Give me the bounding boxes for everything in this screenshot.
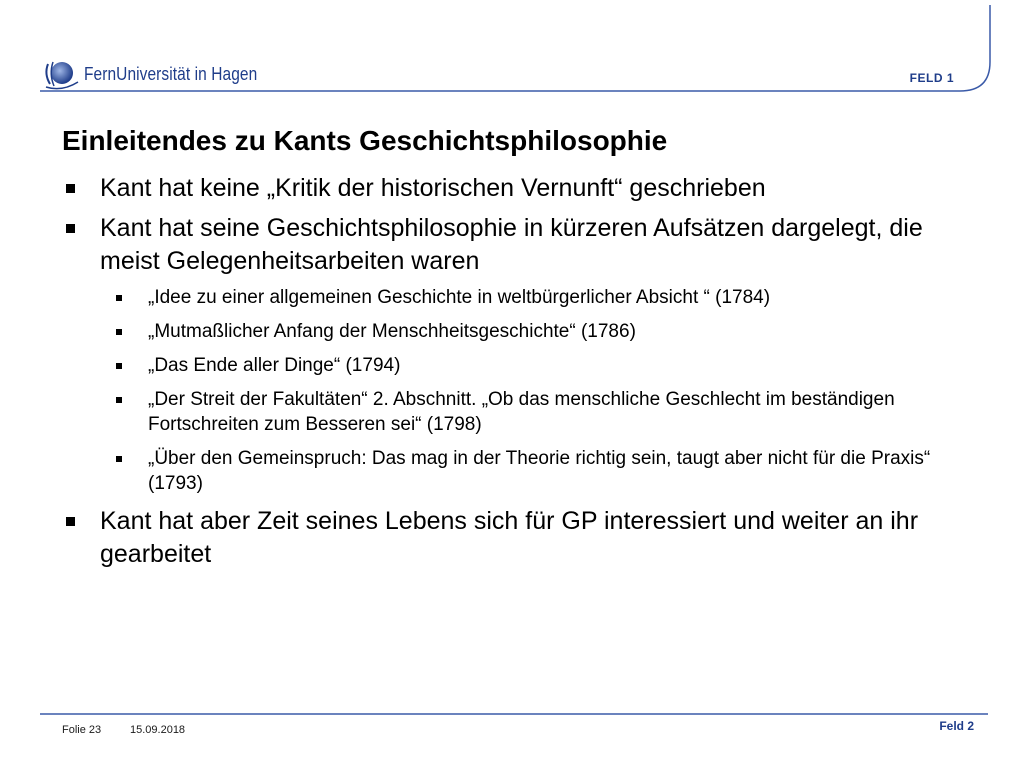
square-bullet-icon [116, 363, 122, 369]
square-bullet-icon [116, 295, 122, 301]
university-name: FernUniversität in Hagen [84, 64, 258, 84]
footer-field-label: Feld 2 [939, 719, 974, 733]
sub-bullet-item [62, 387, 962, 437]
university-logo [40, 54, 280, 94]
bullet-item [62, 505, 962, 571]
sub-bullet-item [62, 285, 962, 310]
bullet-text: Kant hat seine Geschichtsphilosophie in kürzeren Aufsätzen dargelegt, die meist Gelegenheitsarbeiten waren [100, 214, 923, 275]
slide-date: 15.09.2018 [130, 724, 186, 736]
sub-bullet-text: „Der Streit der Fakultäten“ 2. Abschnitt. „Ob das menschliche Geschlecht im beständigen Fortschreiten zum Besseren sei“ (1798) [148, 389, 895, 435]
square-bullet-icon [66, 184, 75, 193]
slide-content [62, 172, 962, 578]
slide-number: Folie 23 [62, 724, 102, 736]
sub-bullet-text: „Mutmaßlicher Anfang der Menschheitsgeschichte“ (1786) [148, 321, 636, 342]
square-bullet-icon [116, 456, 122, 462]
sub-bullet-text: „Über den Gemeinspruch: Das mag in der Theorie richtig sein, taugt aber nicht für die Praxis“ (1793) [148, 448, 931, 494]
square-bullet-icon [116, 397, 122, 403]
bullet-item [62, 212, 962, 278]
header-field-label: FELD 1 [909, 71, 954, 85]
sub-bullet-item [62, 446, 962, 496]
sub-bullet-text: „Idee zu einer allgemeinen Geschichte in weltbürgerlicher Absicht “ (1784) [148, 287, 771, 308]
globe-logo-icon [40, 54, 80, 94]
bullet-text: Kant hat aber Zeit seines Lebens sich für GP interessiert und weiter an ihr gearbeitet [100, 507, 919, 568]
sub-bullet-item [62, 353, 962, 378]
bullet-text: Kant hat keine „Kritik der historischen Vernunft“ geschrieben [100, 174, 766, 202]
square-bullet-icon [66, 224, 75, 233]
square-bullet-icon [116, 329, 122, 335]
slide-title: Einleitendes zu Kants Geschichtsphilosophie [62, 125, 668, 156]
sub-bullet-item [62, 319, 962, 344]
square-bullet-icon [66, 517, 75, 526]
sub-bullet-text: „Das Ende aller Dinge“ (1794) [148, 355, 401, 376]
bullet-item [62, 172, 962, 205]
